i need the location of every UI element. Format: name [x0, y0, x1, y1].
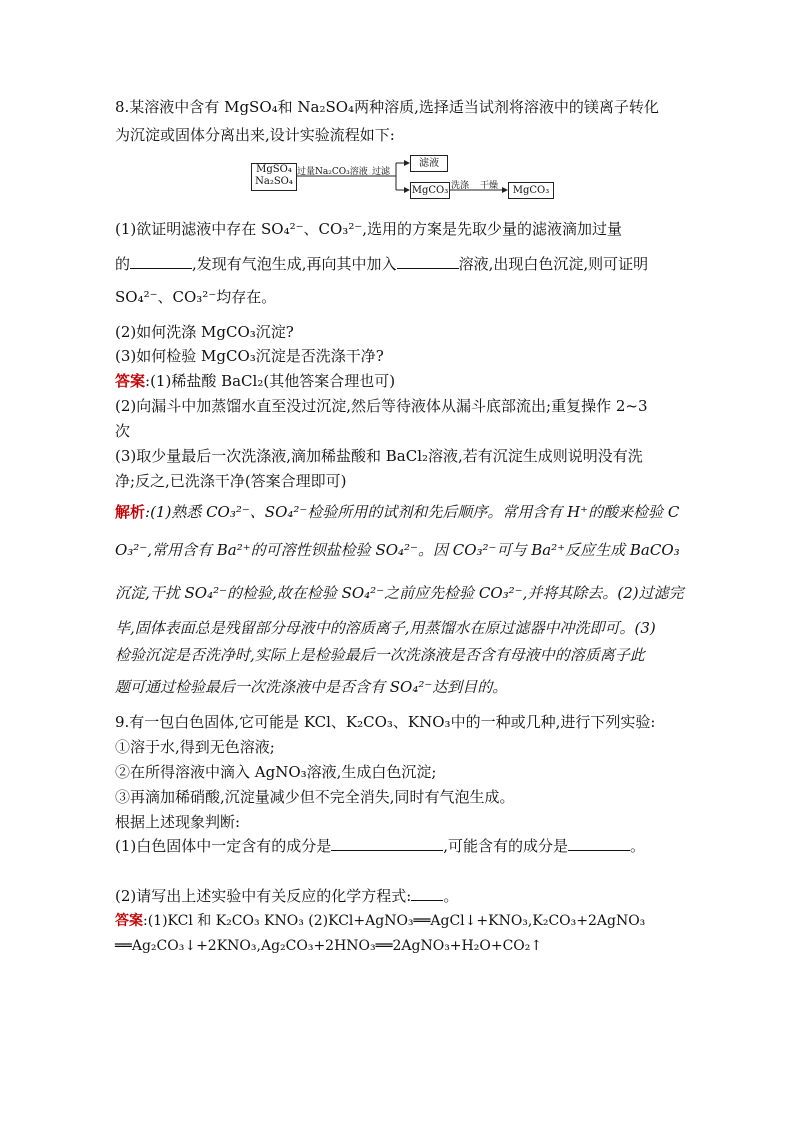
q9-step1: ①溶于水,得到无色溶液;	[115, 738, 275, 756]
q8-intro-line2: 为沉淀或固体分离出来,设计实验流程如下:	[115, 126, 395, 144]
blank-equations[interactable]	[411, 886, 443, 901]
q9-answer-line1	[115, 911, 645, 931]
q9-part2	[115, 886, 458, 906]
q8-answer-line3: 次	[115, 422, 131, 440]
blank-must-contain[interactable]	[331, 836, 443, 851]
q8-part1-text-c: 溶液,出现白色沉淀,则可证明	[458, 255, 649, 273]
q9-judge: 根据上述现象判断:	[115, 813, 241, 831]
blank-may-contain[interactable]	[568, 836, 630, 851]
q9-step2: ②在所得溶液中滴入 AgNO₃溶液,生成白色沉淀;	[115, 763, 437, 781]
q9-part1-a: (1)白色固体中一定含有的成分是	[115, 837, 332, 855]
q8-answer-line5: 净;反之,已洗涤干净(答案合理即可)	[115, 472, 347, 490]
q9-part1-c: 。	[630, 837, 646, 855]
flow-start-mgso4: MgSO₄	[256, 164, 292, 175]
q9-part1-b: ,可能含有的成分是	[443, 837, 569, 855]
q8-part2: (2)如何洗涤 MgCO₃沉淀?	[115, 323, 294, 341]
q9-answer-tag: 答案	[115, 913, 143, 929]
q8-part1-line2	[115, 254, 648, 274]
q8-answer-line1	[115, 371, 395, 391]
flow-start-box	[251, 163, 297, 191]
q8-answer-line2: (2)向漏斗中加蒸馏水直至没过沉淀,然后等待液体从漏斗底部流出;重复操作 2~3	[115, 397, 648, 415]
q8-intro-line1: 8.某溶液中含有 MgSO₄和 Na₂SO₄两种溶质,选择适当试剂将溶液中的镁离子转化	[115, 98, 659, 116]
flow-final-box: MgCO₃	[508, 182, 554, 199]
q8-analysis-line6: 题可通过检验最后一次洗涤液中是否含有 SO₄²⁻达到目的。	[115, 678, 508, 696]
q8-part1-text-b: ,发现有气泡生成,再向其中加入	[192, 255, 397, 273]
analysis-text-1: :(1)熟悉 CO₃²⁻、SO₄²⁻检验所用的试剂和先后顺序。常用含有 H⁺的酸来检验 C	[145, 503, 680, 521]
q8-analysis-line2: O₃²⁻,常用含有 Ba²⁺的可溶性钡盐检验 SO₄²⁻。因 CO₃²⁻可与 Ba²⁺反应生成 BaCO₃	[115, 541, 680, 559]
q9-part2-a: (2)请写出上述实验中有关反应的化学方程式:	[115, 887, 412, 905]
q9-answer-text-1: :(1)KCl 和 K₂CO₃ KNO₃ (2)KCl+AgNO₃══AgCl↓+KNO₃,K₂CO₃+2AgNO₃	[143, 913, 646, 929]
q8-part3: (3)如何检验 MgCO₃沉淀是否洗涤干净?	[115, 347, 384, 365]
flow-arrow1-label: 过量Na₂CO₃溶液	[297, 167, 368, 177]
q8-part1-line1: (1)欲证明滤液中存在 SO₄²⁻、CO₃²⁻,选用的方案是先取少量的滤液滴加过量	[115, 220, 623, 238]
q9-part1	[115, 836, 645, 856]
analysis-tag: 解析	[115, 503, 146, 521]
q9-intro: 9.有一包白色固体,它可能是 KCl、K₂CO₃、KNO₃中的一种或几种,进行下列实验:	[115, 713, 656, 731]
q9-step3: ③再滴加稀硝酸,沉淀量减少但不完全消失,同时有气泡生成。	[115, 788, 515, 806]
flow-filtrate-box: 滤液	[410, 155, 448, 172]
blank-reagent[interactable]	[397, 254, 459, 269]
q8-analysis-line4: 毕,固体表面总是残留部分母液中的溶质离子,用蒸馏水在原过滤器中冲洗即可。(3)	[115, 619, 656, 637]
blank-acid[interactable]	[130, 254, 192, 269]
flow-arrow2-label: 过滤	[372, 167, 391, 177]
q9-answer-line2: ══Ag₂CO₃↓+2KNO₃,Ag₂CO₃+2HNO₃══2AgNO₃+H₂O+CO₂↑	[115, 938, 543, 954]
q8-analysis-line1	[115, 502, 679, 522]
q8-answer-line4: (3)取少量最后一次洗涤液,滴加稀盐酸和 BaCl₂溶液,若有沉淀生成则说明没有洗	[115, 447, 643, 465]
flow-wash-label: 洗涤	[451, 181, 470, 191]
q9-part2-b: 。	[443, 887, 459, 905]
answer-text: :(1)稀盐酸 BaCl₂(其他答案合理也可)	[145, 372, 396, 390]
q8-analysis-line3: 沉淀,干扰 SO₄²⁻的检验,故在检验 SO₄²⁻之前应先检验 CO₃²⁻,并将其除去。(2)过滤完	[115, 584, 684, 602]
flow-start-na2so4: Na₂SO₄	[255, 176, 293, 187]
q8-part1-line3: SO₄²⁻、CO₃²⁻均存在。	[115, 288, 277, 306]
q8-analysis-line5: 检验沉淀是否洗净时,实际上是检验最后一次洗涤液是否含有母液中的溶质离子此	[115, 646, 645, 664]
q8-part1-text-a: 的	[115, 255, 131, 273]
flow-dry-label: 干燥	[480, 181, 499, 191]
flow-mgco3-box: MgCO₃	[410, 182, 450, 199]
answer-tag: 答案	[115, 372, 146, 390]
